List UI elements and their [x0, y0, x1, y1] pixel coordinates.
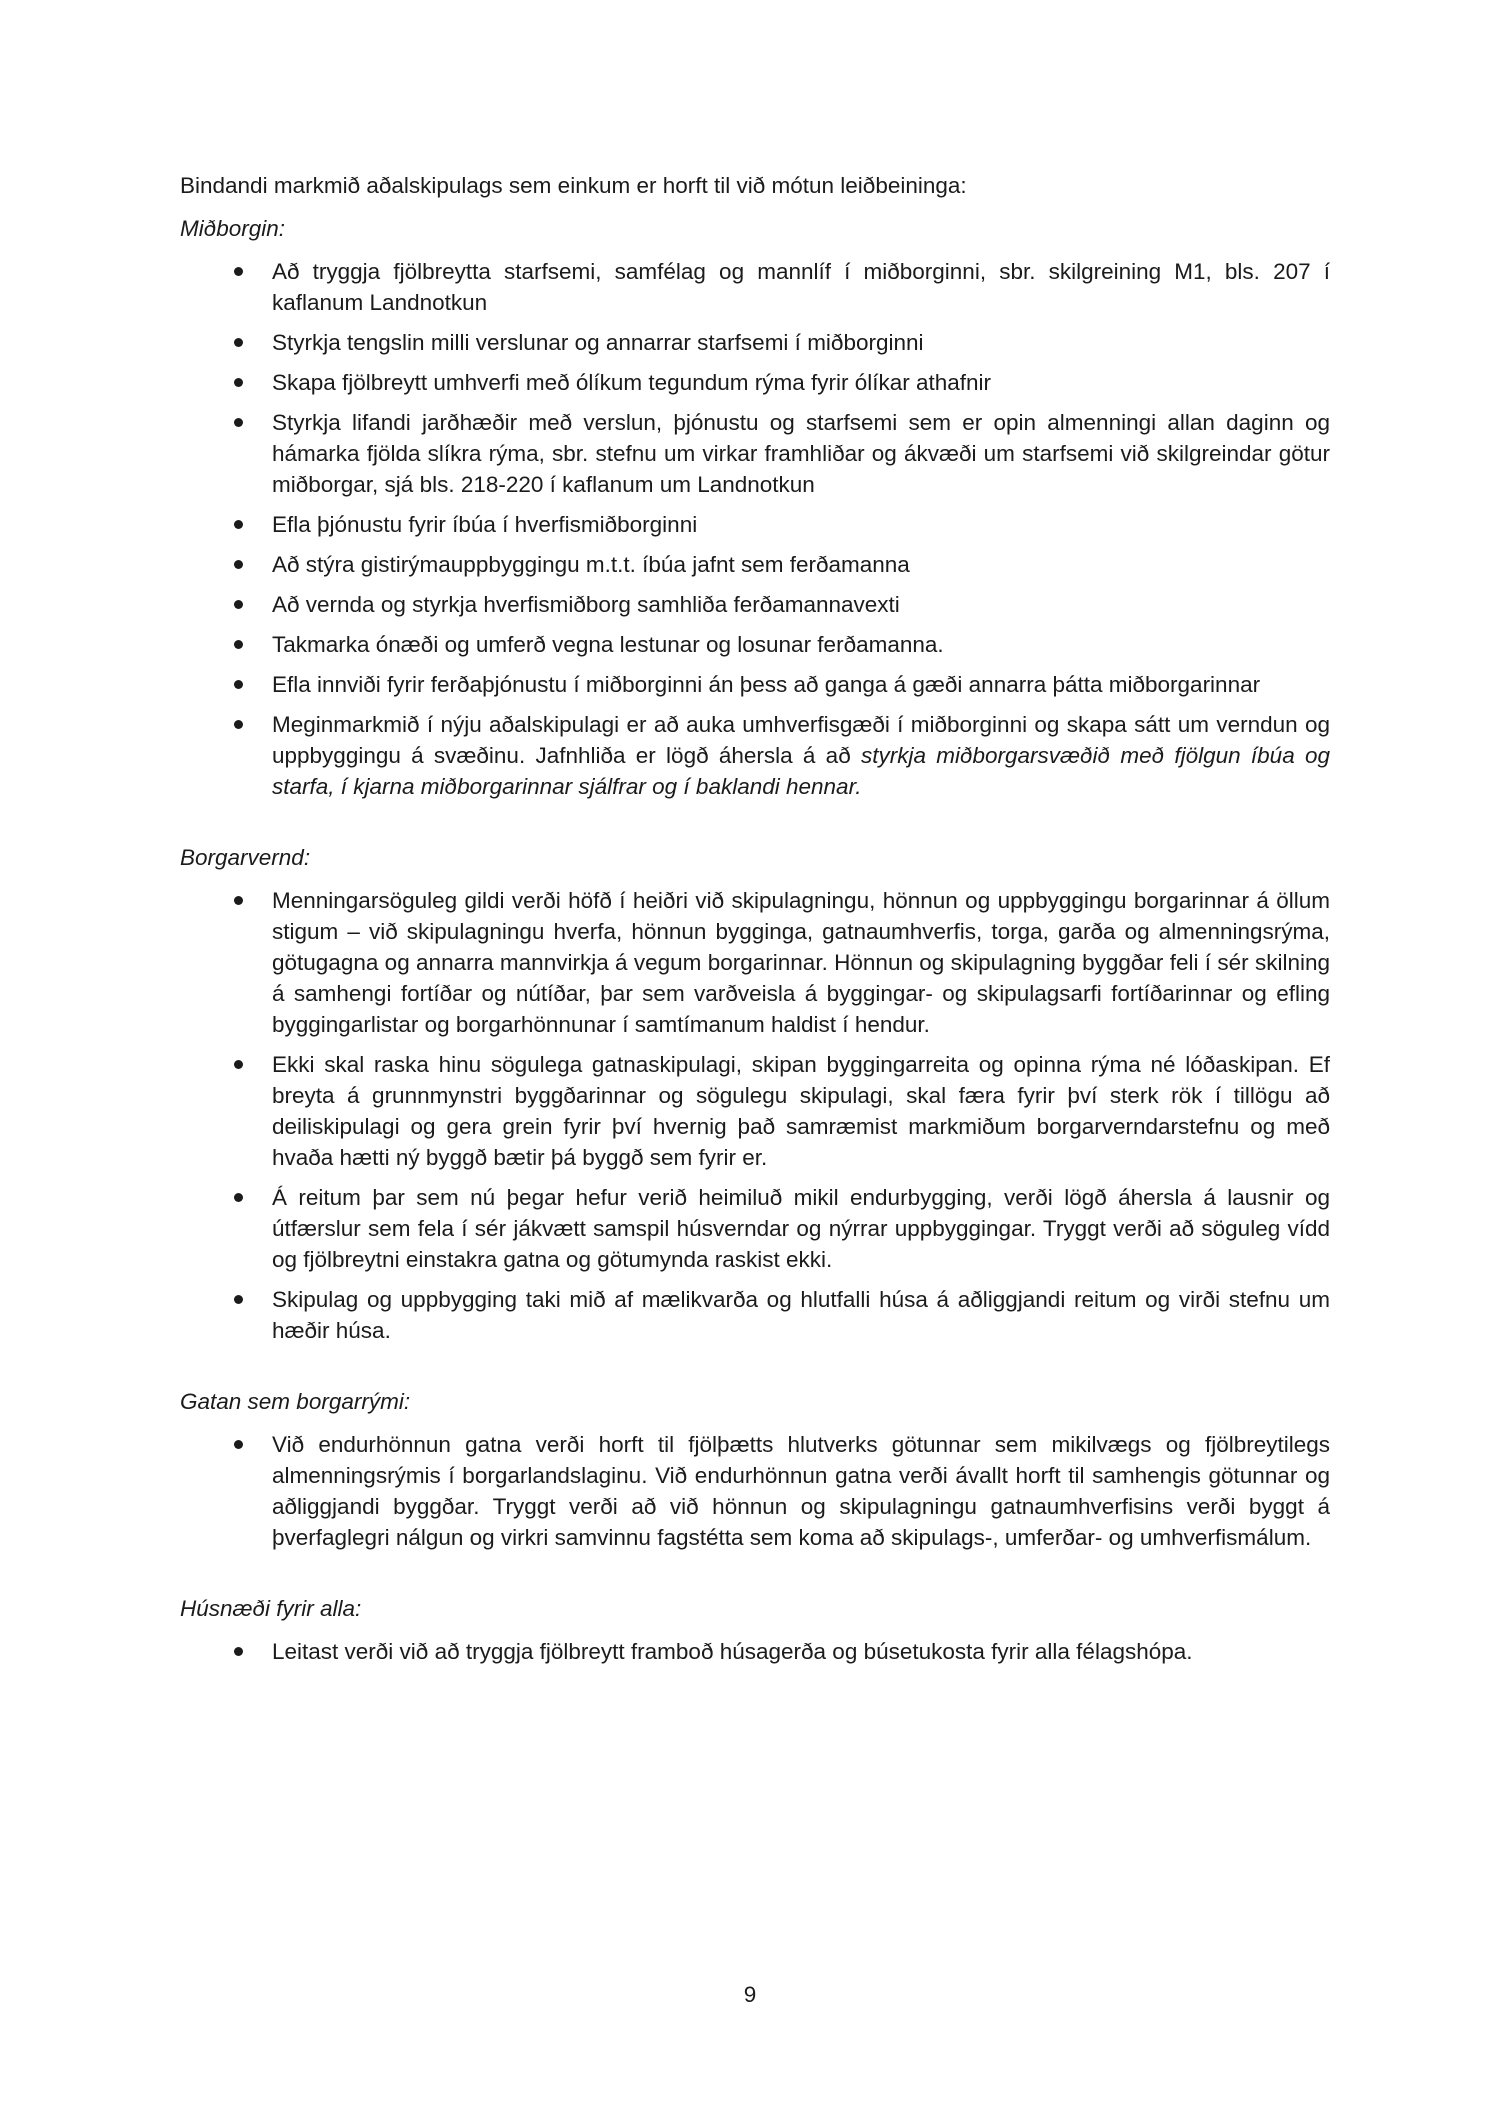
- bullet-icon: [234, 896, 243, 905]
- bullet-list: [180, 256, 1330, 802]
- section-heading: Miðborgin:: [180, 216, 286, 241]
- bullet-icon: [234, 720, 243, 729]
- bullet-icon: [234, 1193, 243, 1202]
- list-item-text: Skipulag og uppbygging taki mið af mælikvarða og hlutfalli húsa á aðliggjandi reitum og virði stefnu um hæðir húsa.: [272, 1287, 1330, 1343]
- list-item-text: Styrkja tengslin milli verslunar og annarrar starfsemi í miðborginni: [272, 330, 924, 355]
- bullet-icon: [234, 640, 243, 649]
- bullet-icon: [234, 338, 243, 347]
- list-item-text: Að stýra gistirýmauppbyggingu m.t.t. íbúa jafnt sem ferðamanna: [272, 552, 910, 577]
- bullet-icon: [234, 600, 243, 609]
- list-item-text: Styrkja lifandi jarðhæðir með verslun, þjónustu og starfsemi sem er opin almenningi allan daginn og hámarka fjölda slíkra rýma, sbr. stefnu um virkar framhliðar og ákvæði um starfsemi við skilgreindar götur miðborgar, sjá bls. 218-220 í kaflanum um Landnotkun: [272, 410, 1330, 497]
- section-midborgin: [180, 213, 1330, 802]
- list-item-text: Við endurhönnun gatna verði horft til fjölþætts hlutverks götunnar sem mikilvægs og fjölbreytilegs almenningsrýmis í borgarlandslaginu. Við endurhönnun gatna verði ávallt horft til samhengis götunnar og aðliggjandi byggðar. Tryggt verði að við hönnun og skipulagningu gatnaumhverfisins verði byggt á þverfaglegri nálgun og virkri samvinnu fagstétta sem koma að skipulags-, umferðar- og umhverfismálum.: [272, 1432, 1330, 1550]
- bullet-list: [180, 885, 1330, 1346]
- list-item: [180, 1049, 1330, 1173]
- list-item: [180, 1284, 1330, 1346]
- list-item-text: Menningarsöguleg gildi verði höfð í heiðri við skipulagningu, hönnun og uppbyggingu borgarinnar á öllum stigum – við skipulagningu hverfa, hönnun bygginga, gatnaumhverfis, torga, garða og almenningsrýma, götugagna og annarra mannvirkja á vegum borgarinnar. Hönnun og skipulagning byggðar feli í sér skilning á samhengi fortíðar og nútíðar, þar sem varðveisla á byggingar- og skipulagsarfi fortíðarinnar og efling byggingarlistar og borgarhönnunar í samtímanum haldist í hendur.: [272, 888, 1330, 1037]
- bullet-icon: [234, 1647, 243, 1656]
- list-item: [180, 885, 1330, 1040]
- bullet-icon: [234, 1060, 243, 1069]
- section-heading: Húsnæði fyrir alla:: [180, 1596, 362, 1621]
- list-item-text: Leitast verði við að tryggja fjölbreytt framboð húsagerða og búsetukosta fyrir alla félagshópa.: [272, 1639, 1193, 1664]
- list-item: [180, 709, 1330, 802]
- page-content: [180, 170, 1330, 1676]
- list-item: [180, 669, 1330, 700]
- bullet-icon: [234, 560, 243, 569]
- list-item-text: Takmarka ónæði og umferð vegna lestunar og losunar ferðamanna.: [272, 632, 944, 657]
- list-item: [180, 1429, 1330, 1553]
- list-item-text: Að tryggja fjölbreytta starfsemi, samfélag og mannlíf í miðborginni, sbr. skilgreining M1, bls. 207 í kaflanum Landnotkun: [272, 259, 1330, 315]
- list-item: [180, 1636, 1330, 1667]
- list-item: [180, 256, 1330, 318]
- list-item: [180, 327, 1330, 358]
- section-husnaedi-fyrir-alla: [180, 1593, 1330, 1667]
- section-heading: Gatan sem borgarrými:: [180, 1389, 411, 1414]
- bullet-icon: [234, 520, 243, 529]
- bullet-list: [180, 1636, 1330, 1667]
- bullet-icon: [234, 418, 243, 427]
- section-heading: Borgarvernd:: [180, 845, 311, 870]
- bullet-icon: [234, 267, 243, 276]
- list-item: [180, 509, 1330, 540]
- list-item-text: Efla þjónustu fyrir íbúa í hverfismiðborginni: [272, 512, 698, 537]
- section-gatan-sem-borgarrymi: [180, 1386, 1330, 1553]
- list-item-text: Ekki skal raska hinu sögulega gatnaskipulagi, skipan byggingarreita og opinna rýma né lóðaskipan. Ef breyta á grunnmynstri byggðarinnar og sögulegu skipulagi, skal færa fyrir því sterk rök í tillögu að deiliskipulagi og gera grein fyrir því hvernig það samræmist markmiðum borgarverndarstefnu og með hvaða hætti ný byggð bætir þá byggð sem fyrir er.: [272, 1052, 1330, 1170]
- list-item-text: Meginmarkmið í nýju aðalskipulagi er að auka umhverfisgæði í miðborginni og skapa sátt um verndun og uppbyggingu á svæðinu. Jafnhliða er lögð áhersla á að: [272, 712, 1330, 768]
- list-item: [180, 629, 1330, 660]
- list-item-text: Skapa fjölbreytt umhverfi með ólíkum tegundum rýma fyrir ólíkar athafnir: [272, 370, 992, 395]
- section-borgarvernd: [180, 842, 1330, 1346]
- list-item: [180, 367, 1330, 398]
- list-item: [180, 589, 1330, 620]
- intro-text: Bindandi markmið aðalskipulags sem einkum er horft til við mótun leiðbeininga:: [180, 173, 967, 198]
- page-number: 9: [743, 1982, 757, 2007]
- list-item: [180, 549, 1330, 580]
- bullet-icon: [234, 1295, 243, 1304]
- list-item: [180, 1182, 1330, 1275]
- bullet-icon: [234, 378, 243, 387]
- bullet-icon: [234, 680, 243, 689]
- list-item-text: Á reitum þar sem nú þegar hefur verið heimiluð mikil endurbygging, verði lögð áhersla á lausnir og útfærslur sem fela í sér jákvætt samspil húsverndar og nýrrar uppbyggingar. Tryggt verði að söguleg vídd og fjölbreytni einstakra gatna og götumynda raskist ekki.: [272, 1185, 1330, 1272]
- list-item-emphasis: styrkja miðborgarsvæðið með fjölgun íbúa og starfa, í kjarna miðborgarinnar sjálfrar og í baklandi hennar.: [272, 743, 1330, 799]
- list-item: [180, 407, 1330, 500]
- bullet-list: [180, 1429, 1330, 1553]
- bullet-icon: [234, 1440, 243, 1449]
- list-item-text: Að vernda og styrkja hverfismiðborg samhliða ferðamannavexti: [272, 592, 900, 617]
- list-item-text: Efla innviði fyrir ferðaþjónustu í miðborginni án þess að ganga á gæði annarra þátta miðborgarinnar: [272, 672, 1261, 697]
